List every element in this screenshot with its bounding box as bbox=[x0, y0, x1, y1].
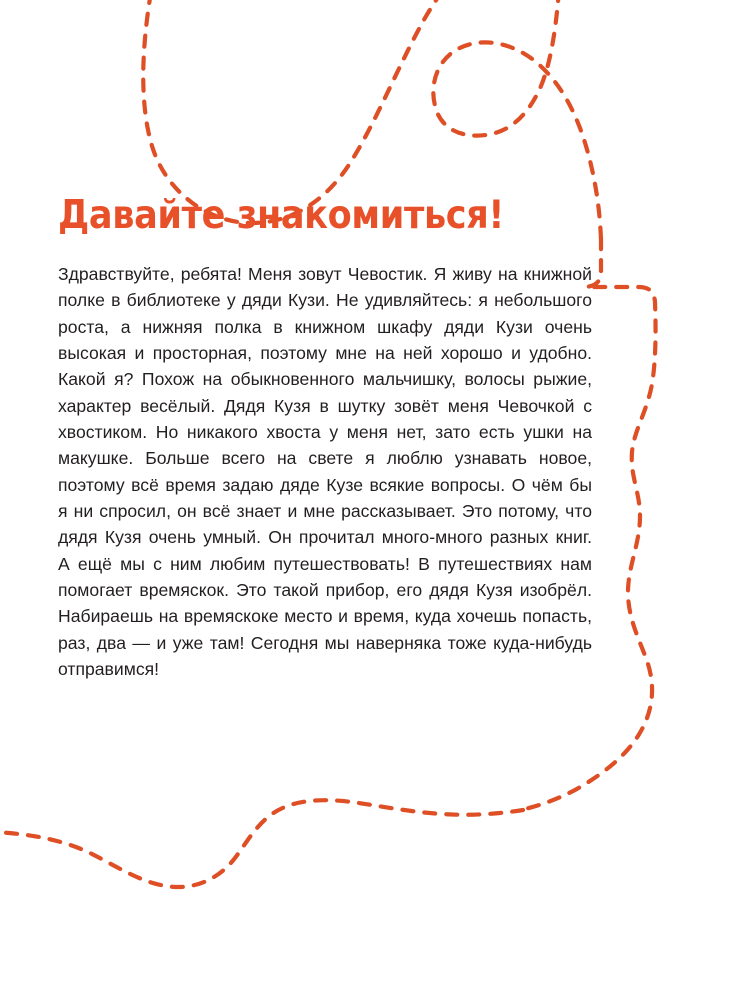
page-content bbox=[58, 193, 592, 683]
dashed-route-segment-top bbox=[143, 0, 462, 223]
page-title: Давайте знакомиться! bbox=[58, 193, 505, 238]
dashed-route-segment-bottom bbox=[0, 800, 523, 887]
intro-paragraph: Здравствуйте, ребята! Меня зовут Чевостик. Я живу на книжной полке в библиотеке у дяди Кузи. Не удивляйтесь: я небольшого роста, а нижняя полка в книжном шкафу дяди Кузи очень высокая и просторная, поэтому мне на ней хорошо и удобно. Какой я? Похож на обыкновенного мальчишку, волосы рыжие, характер весёлый. Дядя Кузя в шутку зовёт меня Чевочкой с хвостиком. Но никакого хвоста у меня нет, зато есть ушки на макушке. Больше всего на свете я люблю узнавать новое, поэтому всё время задаю дяде Кузе всякие вопросы. О чём бы я ни спросил, он всё знает и мне рассказывает. Это потому, что дядя Кузя очень умный. Он прочитал много-много разных книг. А ещё мы с ним любим путешествовать! В путешествиях нам помогает времяскок. Это такой прибор, его дядя Кузя изобрёл. Набираешь на времяскоке место и время, куда хочешь попасть, раз, два — и уже там! Сегодня мы наверняка тоже куда-нибудь отправимся! bbox=[58, 264, 592, 680]
